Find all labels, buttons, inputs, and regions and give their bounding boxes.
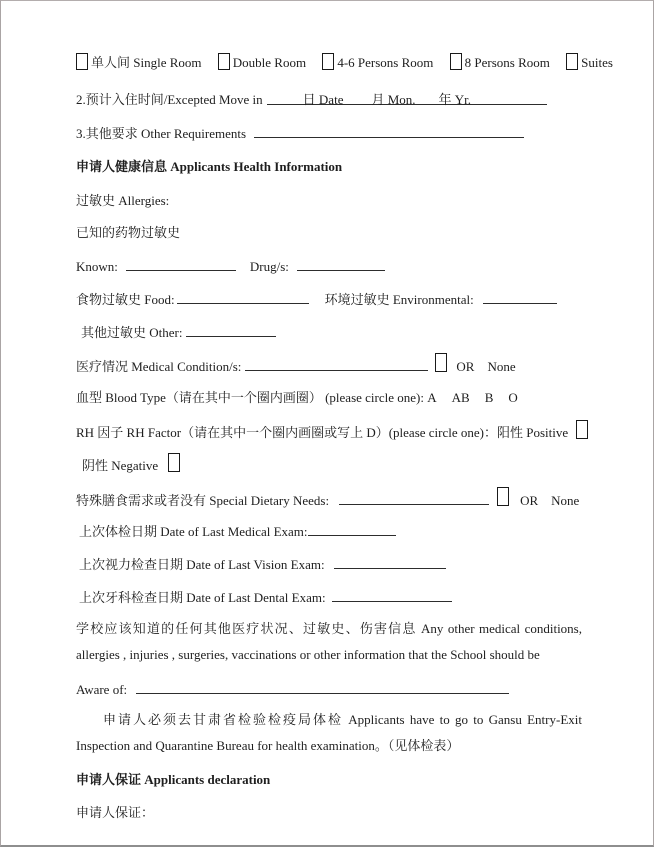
last-dental-exam-field[interactable]	[332, 586, 452, 602]
last-medical-exam-label: 上次体检日期 Date of Last Medical Exam:	[79, 524, 308, 539]
blood-type-label: 血型 Blood Type（请在其中一个圈内画圈） (please circle one): A	[76, 390, 437, 405]
other-requirements-line	[76, 122, 524, 142]
last-dental-exam-line	[79, 586, 452, 606]
move-in-month-label: 月 Mon.	[371, 92, 416, 107]
blood-type-option-o[interactable]: O	[508, 390, 518, 405]
room-option-8	[450, 55, 550, 70]
none-label: None	[551, 493, 580, 508]
aware-of-line	[76, 678, 509, 698]
checkbox-single-room[interactable]	[76, 53, 88, 70]
room-option-label: Suites	[581, 55, 613, 70]
dietary-needs-line	[76, 487, 579, 509]
drug-allergies-field[interactable]	[297, 255, 385, 271]
allergies-label: 过敏史 Allergies:	[76, 193, 170, 208]
known-allergies-field[interactable]	[126, 255, 236, 271]
room-option-label: 8 Persons Room	[464, 55, 550, 70]
environmental-allergies-field[interactable]	[483, 288, 557, 304]
known-drug-allergy-label: 已知的药物过敏史	[76, 225, 181, 240]
food-allergies-field[interactable]	[177, 288, 309, 304]
rh-factor-label: RH 因子 RH Factor（请在其中一个圈内画圈或写上 D）(please circle one)：阳性 Positive	[76, 425, 569, 440]
other-info-paragraph: 学校应该知道的任何其他医疗状况、过敏史、伤害信息 Any other medical conditions, allergies , injuries , surgeries, vaccinations or other information that the School should be	[76, 621, 582, 662]
aware-of-field[interactable]	[136, 678, 509, 694]
blood-type-line	[76, 387, 518, 406]
health-info-heading: 申请人健康信息 Applicants Health Information	[76, 159, 343, 174]
move-in-day-label: 日 Date	[302, 92, 344, 107]
none-label: None	[487, 359, 516, 374]
checkbox-4-6-persons-room[interactable]	[322, 53, 334, 70]
checkbox-medical-none[interactable]	[435, 353, 447, 372]
environmental-allergy-label: 环境过敏史 Environmental:	[324, 292, 474, 307]
dietary-needs-field[interactable]	[339, 489, 489, 505]
rh-negative-label: 阴性 Negative	[82, 458, 159, 473]
room-option-label: 4-6 Persons Room	[337, 55, 434, 70]
checkbox-suites[interactable]	[566, 53, 578, 70]
rh-negative-line	[82, 453, 180, 474]
room-option-double	[218, 55, 306, 70]
checkbox-double-room[interactable]	[218, 53, 230, 70]
declaration-lead: 申请人保证：	[76, 805, 155, 820]
last-vision-exam-line	[79, 553, 446, 573]
checkbox-8-persons-room[interactable]	[450, 53, 462, 70]
move-in-label: 2.预计入住时间/Excepted Move in	[76, 92, 263, 107]
move-in-date-field[interactable]	[267, 89, 547, 105]
room-option-single	[76, 55, 202, 70]
food-environment-line	[76, 288, 557, 308]
declaration-heading: 申请人保证 Applicants declaration	[76, 772, 271, 787]
last-medical-exam-line	[79, 520, 396, 540]
food-allergy-label: 食物过敏史 Food:	[76, 292, 175, 307]
known-drug-line	[76, 255, 385, 275]
medical-conditions-field[interactable]	[245, 355, 428, 371]
or-label: OR	[520, 493, 539, 508]
last-vision-exam-label: 上次视力检查日期 Date of Last Vision Exam:	[79, 557, 325, 572]
checkbox-dietary-none[interactable]	[497, 487, 509, 506]
or-label: OR	[456, 359, 475, 374]
room-options-row	[76, 52, 626, 71]
other-allergies-field[interactable]	[186, 321, 276, 337]
medical-condition-line	[76, 353, 516, 375]
other-allergy-line	[81, 321, 276, 341]
checkbox-rh-negative[interactable]	[168, 453, 180, 472]
other-requirements-label: 3.其他要求 Other Requirements	[76, 126, 247, 141]
other-requirements-field[interactable]	[254, 122, 524, 138]
rh-factor-line	[76, 420, 588, 441]
blood-type-option-b[interactable]: B	[484, 390, 494, 405]
room-option-suites	[566, 55, 613, 70]
drugs-label: Drug/s:	[249, 259, 289, 274]
aware-of-label: Aware of:	[76, 682, 128, 697]
examination-paragraph: 申请人必须去甘肃省检验检疫局体检 Applicants have to go to Gansu Entry-Exit Inspection and Quarantine Bureau for health examination。（见体检表）	[76, 712, 582, 753]
last-medical-exam-field[interactable]	[308, 520, 396, 536]
dietary-needs-label: 特殊膳食需求或者没有 Special Dietary Needs:	[76, 493, 330, 508]
room-option-4-6	[322, 55, 433, 70]
other-allergy-label: 其他过敏史 Other:	[81, 325, 183, 340]
blood-type-option-ab[interactable]: AB	[451, 390, 470, 405]
move-in-year-label: 年 Yr.	[438, 92, 472, 107]
checkbox-rh-positive[interactable]	[576, 420, 588, 439]
move-in-line	[76, 89, 547, 108]
last-dental-exam-label: 上次牙科检查日期 Date of Last Dental Exam:	[79, 590, 326, 605]
room-option-label: 单人间 Single Room	[91, 55, 202, 70]
last-vision-exam-field[interactable]	[334, 553, 446, 569]
medical-condition-label: 医疗情况 Medical Condition/s:	[76, 359, 242, 374]
room-option-label: Double Room	[232, 55, 307, 70]
known-label: Known:	[76, 259, 118, 274]
